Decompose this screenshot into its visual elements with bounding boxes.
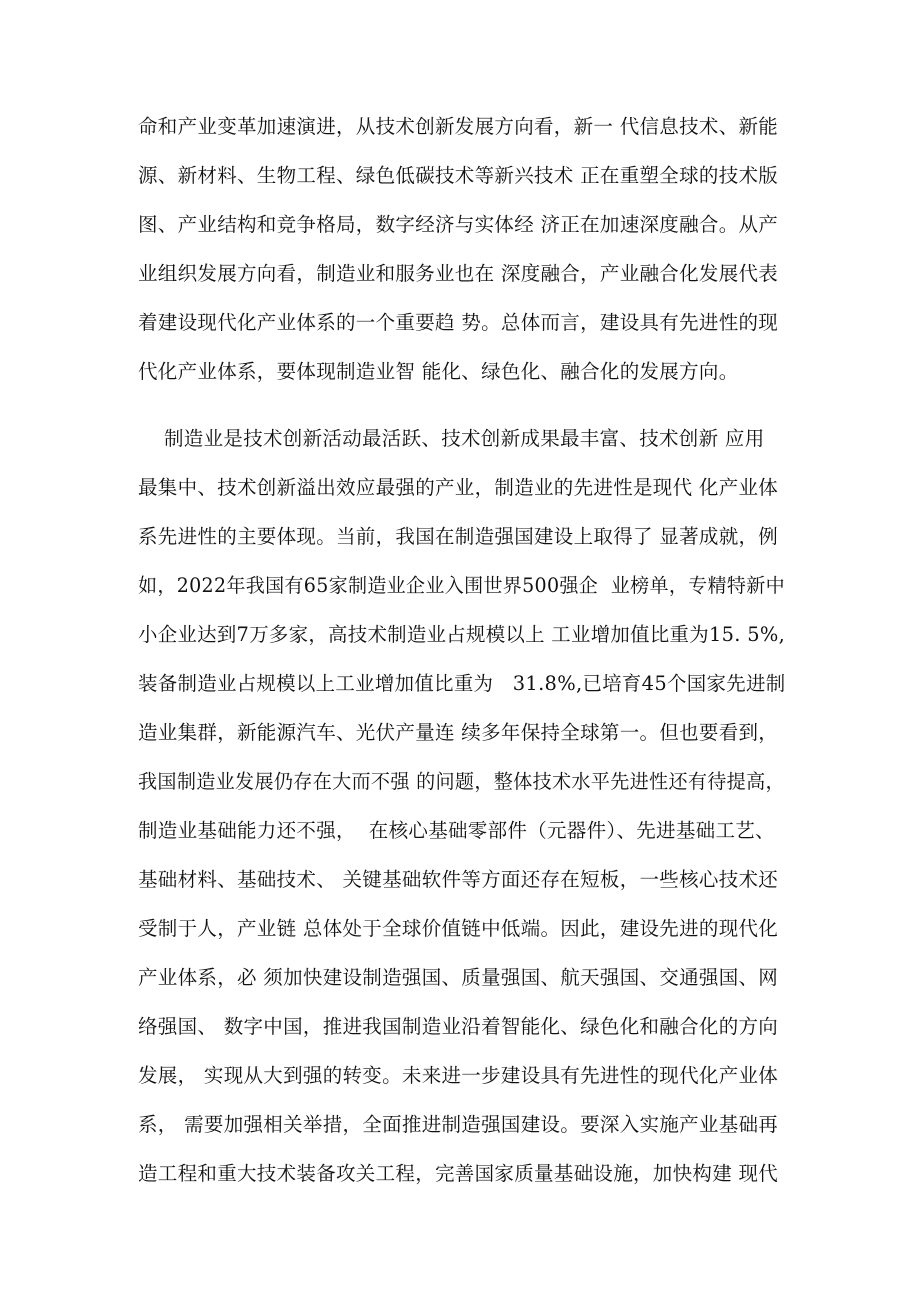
text-line: 制造业基础能力还不强， 在核心基础零部件（元器件）、先进基础工艺、 — [138, 819, 775, 842]
text-line: 业组织发展方向看，制造业和服务业也在 深度融合，产业融合化发展代表 — [138, 262, 779, 285]
text-line: 络强国、 数字中国，推进我国制造业沿着智能化、绿色化和融合化的方向 — [138, 1015, 779, 1038]
text-line: 命和产业变革加速演进，从技术创新发展方向看，新一 代信息技术、新能 — [138, 115, 779, 138]
text-line: 我国制造业发展仍存在大而不强 的问题，整体技术水平先进性还有待提高， — [138, 770, 785, 793]
text-line: 最集中、技术创新溢出效应最强的产业，制造业的先进性是现代 化产业体 — [138, 476, 779, 499]
text-line: 图、产业结构和竞争格局，数字经济与实体经 济正在加速深度融合。从产 — [138, 213, 779, 236]
text-line: 装备制造业占规模以上工业增加值比重为 31.8%,已培育45个国家先进制 — [138, 672, 786, 695]
text-line: 制造业是技术创新活动最活跃、技术创新成果最丰富、技术创新 应用 — [138, 427, 765, 450]
text-line: 如，2022年我国有65家制造业企业入围世界500强企 业榜单，专精特新中 — [138, 574, 785, 597]
text-line: 产业体系，必 须加快建设制造强国、质量强国、航天强国、交通强国、网 — [138, 966, 779, 989]
text-line: 基础材料、基础技术、 关键基础软件等方面还存在短板，一些核心技术还 — [138, 868, 779, 891]
text-line: 受制于人，产业链 总体处于全球价值链中低端。因此，建设先进的现代化 — [138, 917, 779, 940]
text-line: 造工程和重大技术装备攻关工程，完善国家质量基础设施，加快构建 现代 — [138, 1162, 779, 1185]
text-line: 造业集群，新能源汽车、光伏产量连 续多年保持全球第一。但也要看到， — [138, 721, 779, 744]
text-line: 源、新材料、生物工程、绿色低碳技术等新兴技术 正在重塑全球的技术版 — [138, 164, 779, 187]
text-line: 系先进性的主要体现。当前，我国在制造强国建设上取得了 显著成就，例 — [138, 525, 779, 548]
text-line: 着建设现代化产业体系的一个重要趋 势。总体而言，建设具有先进性的现 — [138, 311, 779, 334]
text-line: 系， 需要加强相关举措，全面推进制造强国建设。要深入实施产业基础再 — [138, 1113, 779, 1136]
text-line: 小企业达到7万多家，高技术制造业占规模以上 工业增加值比重为15. 5%, — [138, 623, 786, 646]
text-line: 发展， 实现从大到强的转变。未来进一步建设具有先进性的现代化产业体 — [138, 1064, 779, 1087]
text-line: 代化产业体系，要体现制造业智 能化、绿色化、融合化的发展方向。 — [138, 360, 739, 383]
